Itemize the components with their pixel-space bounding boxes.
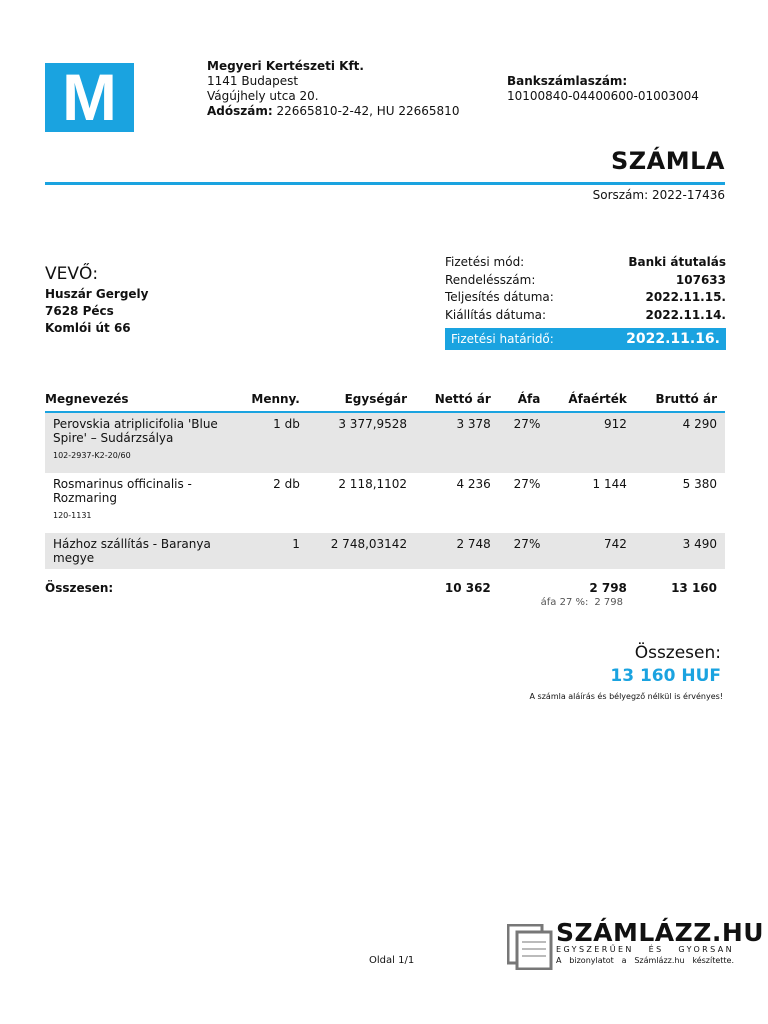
- item-unit-price: 3 377,9528: [308, 412, 415, 473]
- vat-breakdown-value: 2 798: [594, 597, 623, 608]
- tax-id-value: 22665810-2-42, HU 22665810: [276, 104, 460, 118]
- table-header-row: [45, 388, 725, 412]
- item-qty: 1 db: [233, 412, 308, 473]
- col-header-qty: Menny.: [233, 388, 308, 412]
- payment-method-row: [445, 254, 726, 272]
- total-gross: 13 160: [671, 581, 717, 595]
- item-description: [45, 412, 233, 473]
- item-qty: 2 db: [273, 477, 300, 491]
- table-row: [45, 412, 725, 473]
- item-description: [45, 533, 233, 569]
- buyer-street: Komlói út 66: [45, 321, 131, 335]
- grand-total-value: 13 160 HUF: [610, 666, 721, 686]
- fulfillment-date-row: [445, 289, 726, 307]
- header-divider: [45, 182, 725, 185]
- item-vat-value: 912: [548, 412, 635, 473]
- col-header-unit-price: Egységár: [308, 388, 415, 412]
- info-label: Rendelésszám:: [445, 272, 536, 287]
- table-row: [45, 533, 725, 569]
- documents-icon: [507, 924, 553, 970]
- buyer-city: 7628 Pécs: [45, 304, 114, 318]
- item-name: Perovskia atriplicifolia 'Blue Spire' – Sudárzsálya: [53, 417, 218, 445]
- item-vat-rate: 27%: [499, 412, 549, 473]
- item-vat-rate: 27%: [499, 533, 549, 569]
- item-unit-price: 2 118,1102: [338, 477, 408, 491]
- item-qty: 1: [233, 533, 308, 569]
- item-description: [45, 473, 233, 533]
- order-number-row: [445, 272, 726, 290]
- vat-breakdown-label: áfa 27 %:: [540, 597, 589, 608]
- total-vat-spacer: [499, 569, 549, 599]
- col-header-vat-value: Áfaérték: [548, 388, 635, 412]
- table-row: [45, 473, 725, 533]
- item-net: 3 378: [415, 412, 499, 473]
- col-header-name: Megnevezés: [45, 388, 233, 412]
- page-number: Oldal 1/1: [369, 955, 415, 966]
- item-vat-value: 1 144: [592, 477, 627, 491]
- info-label: Teljesítés dátuma:: [445, 290, 554, 304]
- tax-id-label: Adószám:: [207, 104, 273, 118]
- totals-label: Összesen:: [45, 581, 114, 595]
- invoice-serial: Sorszám: 2022-17436: [592, 188, 725, 202]
- seller-address-line1: 1141 Budapest: [207, 74, 299, 88]
- item-gross: 4 290: [635, 412, 725, 473]
- col-header-vat: Áfa: [499, 388, 549, 412]
- info-value: 2022.11.15.: [645, 290, 726, 304]
- totals-row: [45, 569, 725, 599]
- document-title: SZÁMLA: [610, 147, 725, 175]
- payment-deadline-bar: [445, 328, 726, 350]
- info-label: Fizetési mód:: [445, 255, 525, 269]
- bank-account-label: Bankszámlaszám:: [507, 74, 628, 88]
- invoice-details: [445, 254, 726, 350]
- total-vat: 2 798: [589, 581, 627, 595]
- col-header-gross: Bruttó ár: [635, 388, 725, 412]
- total-net: 10 362: [444, 581, 491, 595]
- validity-note: A számla aláírás és bélyegző nélkül is érvényes!: [529, 692, 723, 701]
- item-code: 102-2937-K2-20/60: [53, 451, 131, 460]
- brand-tagline: EGYSZERŰEN ÉS GYORSAN: [556, 945, 734, 954]
- info-value: 2022.11.14.: [645, 307, 726, 322]
- info-value: Banki átutalás: [628, 255, 726, 269]
- item-vat-rate: 27%: [513, 477, 541, 491]
- item-gross: 3 490: [635, 533, 725, 569]
- item-name: Házhoz szállítás - Baranya megye: [53, 537, 211, 565]
- info-label: Kiállítás dátuma:: [445, 307, 547, 322]
- item-net: 4 236: [456, 477, 491, 491]
- line-items-table: [45, 388, 725, 599]
- seller-tax-id: [207, 104, 459, 119]
- item-name: Rosmarinus officinalis - Rozmaring: [53, 477, 192, 505]
- seller-address-line2: Vágújhely utca 20.: [207, 89, 319, 103]
- deadline-label: Fizetési határidő:: [451, 332, 554, 346]
- bank-account-number: 10100840-04400600-01003004: [507, 89, 699, 103]
- company-logo: M: [45, 63, 134, 132]
- item-net: 2 748: [415, 533, 499, 569]
- info-value: 107633: [675, 272, 726, 287]
- buyer-block: [45, 286, 148, 337]
- brand-note: A bizonylatot a Számlázz.hu készítette.: [556, 956, 734, 965]
- col-header-net: Nettó ár: [415, 388, 499, 412]
- bank-account-block: [507, 74, 699, 104]
- buyer-name: Huszár Gergely: [45, 287, 149, 301]
- item-vat-value: 742: [548, 533, 635, 569]
- grand-total-label: Összesen:: [634, 643, 721, 663]
- seller-name: Megyeri Kertészeti Kft.: [207, 59, 364, 73]
- seller-block: [207, 59, 459, 119]
- item-unit-price: 2 748,03142: [308, 533, 415, 569]
- item-gross: 5 380: [682, 477, 717, 491]
- brand-name: SZÁMLÁZZ.HU: [556, 918, 765, 947]
- item-code: 120-1131: [53, 511, 92, 520]
- issue-date-row: [445, 307, 726, 325]
- buyer-heading: VEVŐ:: [45, 264, 99, 284]
- vat-breakdown: [541, 597, 623, 608]
- deadline-value: 2022.11.16.: [626, 331, 720, 347]
